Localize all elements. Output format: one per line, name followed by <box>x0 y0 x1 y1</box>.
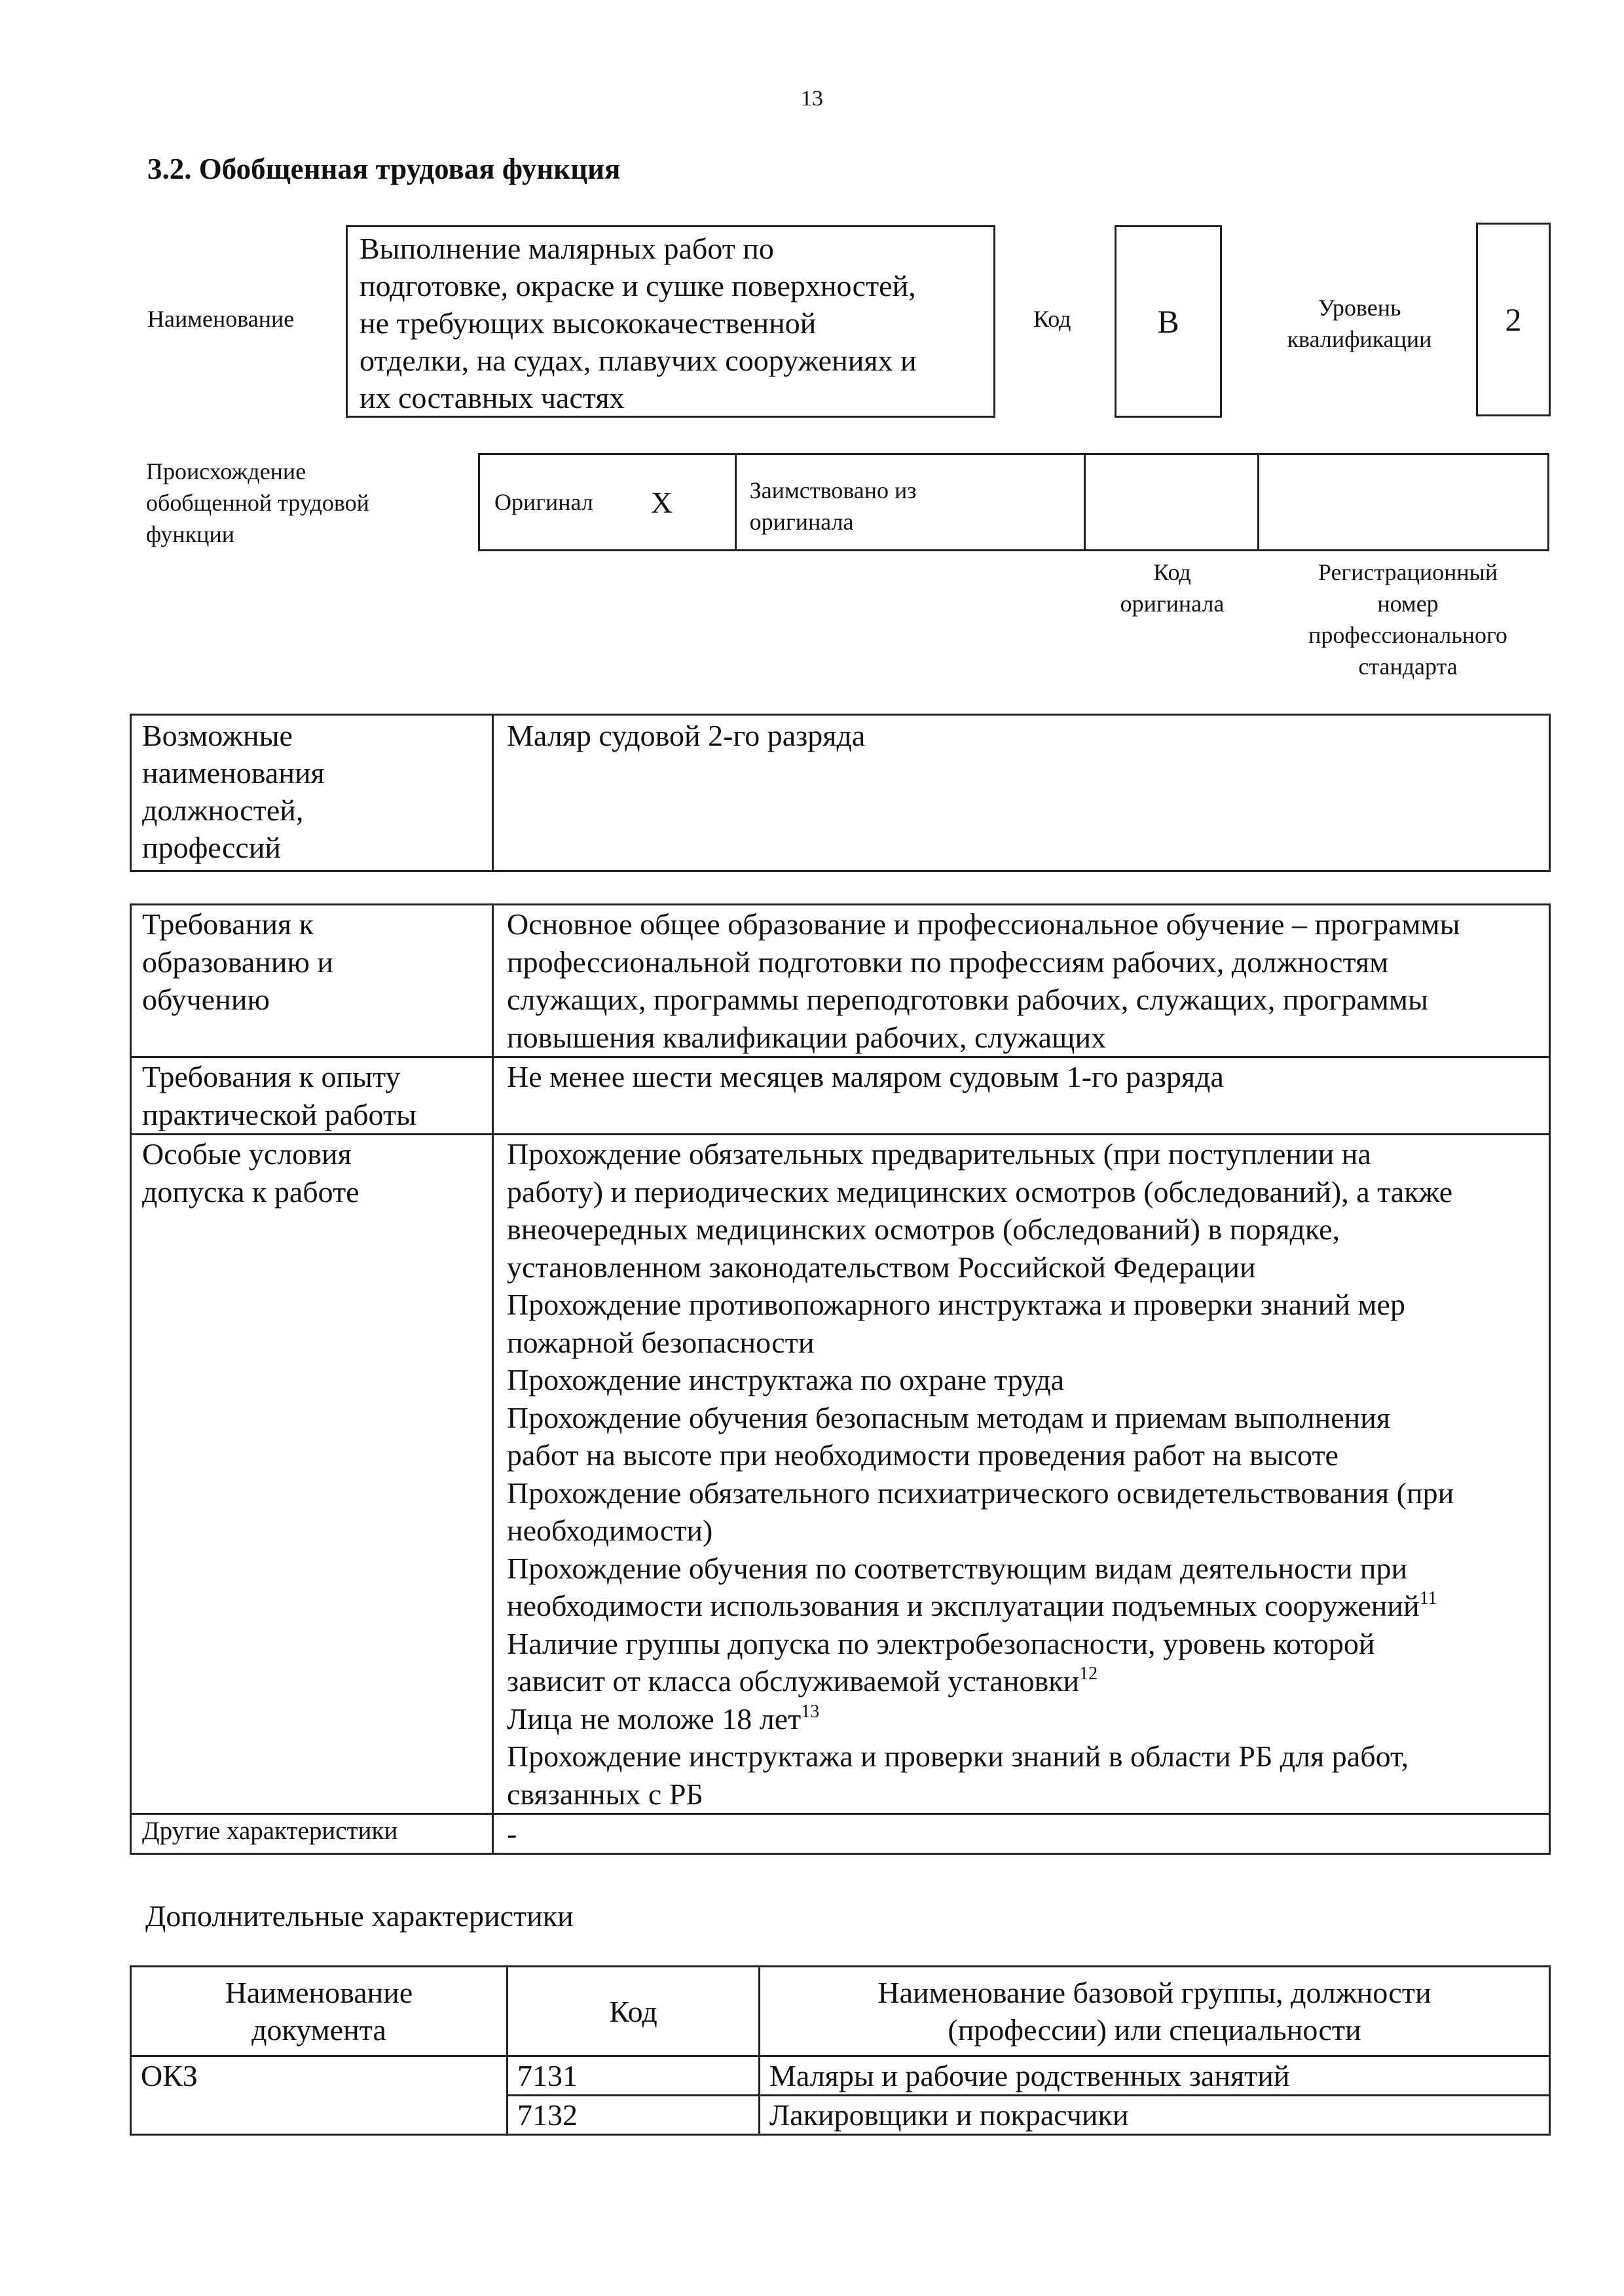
table-row <box>131 2056 1550 2096</box>
okz-group-name: Маляры и рабочие родственных занятий <box>769 2059 1290 2092</box>
doc-name-header <box>131 1967 507 2056</box>
caption-line: профессионального <box>1308 622 1507 648</box>
special-label-line: допуска к работе <box>142 1175 360 1209</box>
positions-value-cell <box>493 715 1550 871</box>
name-label: Наименование <box>147 306 295 332</box>
okz-group-name: Лакировщики и покрасчики <box>769 2098 1129 2132</box>
header-line: (профессии) или специальности <box>948 2013 1361 2047</box>
origin-label <box>146 456 369 550</box>
caption-line: Регистрационный <box>1318 559 1498 585</box>
page-number: 13 <box>801 86 823 111</box>
experience-value-cell <box>493 1057 1550 1135</box>
special-line: Прохождение обязательного психиатрического освидетельствования (при <box>507 1476 1454 1510</box>
special-line: Прохождение обучения безопасным методам и приемам выполнения <box>507 1400 1391 1434</box>
caption-line: номер <box>1377 591 1439 617</box>
positions-label-line: наименования <box>142 756 325 790</box>
origin-table <box>478 453 1549 551</box>
positions-label-cell <box>131 715 493 871</box>
footnote-ref: 12 <box>1079 1664 1098 1684</box>
special-line: пожарной безопасности <box>507 1325 815 1359</box>
qualification-level-box <box>1476 223 1551 416</box>
classifier-header-row <box>131 1967 1550 2056</box>
original-label: Оригинал <box>494 489 593 515</box>
original-code-cell <box>1084 454 1258 551</box>
special-label-line: Особые условия <box>142 1137 352 1171</box>
special-line: Прохождение обязательных предварительных (при поступлении на <box>507 1137 1371 1171</box>
education-row <box>131 905 1550 1057</box>
borrowed-line: Заимствовано из <box>749 477 917 503</box>
original-code-caption <box>1074 556 1270 619</box>
group-name-cell <box>760 2056 1550 2096</box>
borrowed-cell <box>735 454 1084 551</box>
qualification-level-label <box>1261 292 1458 355</box>
other-value-cell <box>493 1814 1550 1854</box>
special-line: Прохождение противопожарного инструктажа и проверки знаний мер <box>507 1288 1405 1321</box>
special-value-cell <box>493 1135 1550 1814</box>
positions-label-line: профессий <box>142 831 282 864</box>
other-label: Другие характеристики <box>142 1817 398 1845</box>
code-value: B <box>1157 303 1179 340</box>
education-line: Основное общее образование и профессиональное обучение – программы <box>507 907 1460 941</box>
group-name-cell <box>760 2096 1550 2135</box>
code-cell <box>507 2056 760 2096</box>
special-line: необходимости использования и эксплуатации подъемных сооружений <box>507 1589 1420 1622</box>
special-line-footnoted <box>507 1662 1540 1700</box>
special-line: Прохождение инструктажа по охране труда <box>507 1363 1065 1396</box>
level-label-line: Уровень <box>1318 295 1401 321</box>
experience-label-cell <box>131 1057 493 1135</box>
level-label-line: квалификации <box>1287 326 1432 352</box>
special-line: установленном законодательством Российской Федерации <box>507 1250 1256 1284</box>
qualification-level-value: 2 <box>1505 301 1522 338</box>
okz-code: 7131 <box>517 2059 578 2092</box>
code-label: Код <box>1033 306 1071 332</box>
code-header <box>507 1967 760 2056</box>
classifier-table <box>130 1965 1551 2136</box>
additional-title: Дополнительные характеристики <box>145 1899 574 1933</box>
caption-line: оригинала <box>1120 591 1225 617</box>
header-line: документа <box>251 2013 386 2047</box>
education-line: профессиональной подготовки по профессиям рабочих, должностям <box>507 945 1389 979</box>
function-name-line: отделки, на судах, плавучих сооружениях и <box>360 344 917 377</box>
other-value: - <box>507 1817 517 1850</box>
special-label-cell <box>131 1135 493 1814</box>
origin-label-line: обобщенной трудовой <box>146 490 369 516</box>
code-cell <box>507 2096 760 2135</box>
header-line: Наименование <box>225 1976 413 2009</box>
borrowed-line: оригинала <box>749 509 854 535</box>
experience-label-line: практической работы <box>142 1097 416 1131</box>
code-header-text: Код <box>609 1994 657 2028</box>
special-line: зависит от класса обслуживаемой установки <box>507 1664 1080 1698</box>
doc-name: ОКЗ <box>141 2059 198 2092</box>
group-header <box>760 1967 1550 2056</box>
experience-label-line: Требования к опыту <box>142 1060 401 1093</box>
function-name-box <box>346 225 995 418</box>
positions-label-line: Возможные <box>142 719 293 752</box>
function-name-line: Выполнение малярных работ по <box>360 232 774 265</box>
positions-table <box>130 714 1551 872</box>
education-line: служащих, программы переподготовки рабочих, служащих, программы <box>507 983 1428 1016</box>
registration-number-cell <box>1259 454 1549 551</box>
origin-label-line: функции <box>146 521 234 547</box>
education-label-line: обучению <box>142 983 270 1016</box>
experience-value: Не менее шести месяцев маляром судовым 1-го разряда <box>507 1060 1224 1093</box>
footnote-ref: 11 <box>1419 1588 1437 1609</box>
original-mark: X <box>650 485 673 519</box>
function-name-line: не требующих высококачественной <box>360 306 817 340</box>
special-line: необходимости) <box>507 1514 713 1547</box>
special-conditions-row <box>131 1135 1550 1814</box>
special-line: Прохождение обучения по соответствующим видам деятельности при <box>507 1551 1408 1585</box>
education-line: повышения квалификации рабочих, служащих <box>507 1020 1107 1054</box>
special-line: Прохождение инструктажа и проверки знаний в области РБ для работ, <box>507 1740 1409 1773</box>
okz-code: 7132 <box>517 2098 578 2132</box>
positions-label-line: должностей, <box>142 793 304 827</box>
original-cell <box>479 454 736 551</box>
header-line: Наименование базовой группы, должности <box>877 1976 1431 2009</box>
special-line: Наличие группы допуска по электробезопасности, уровень которой <box>507 1626 1375 1660</box>
caption-line: стандарта <box>1358 653 1458 680</box>
other-label-cell <box>131 1814 493 1854</box>
education-label-cell <box>131 905 493 1057</box>
special-line: Лица не моложе 18 лет <box>507 1702 802 1736</box>
other-row <box>131 1814 1550 1854</box>
education-label-line: Требования к <box>142 907 314 941</box>
special-line-footnoted <box>507 1700 1540 1738</box>
special-line: работу) и периодических медицинских осмотров (обследований), а также <box>507 1175 1453 1209</box>
origin-label-line: Происхождение <box>146 458 306 484</box>
caption-line: Код <box>1153 559 1191 585</box>
doc-name-cell <box>131 2056 507 2135</box>
special-line: внеочередных медицинских осмотров (обследований) в порядке, <box>507 1212 1340 1246</box>
function-name-line: их составных частях <box>360 381 625 414</box>
positions-value: Маляр судовой 2-го разряда <box>507 719 866 752</box>
special-line-footnoted <box>507 1587 1540 1625</box>
code-value-box <box>1115 225 1222 418</box>
education-label-line: образованию и <box>142 945 333 979</box>
education-value-cell <box>493 905 1550 1057</box>
special-line: работ на высоте при необходимости проведения работ на высоте <box>507 1438 1338 1472</box>
experience-row <box>131 1057 1550 1135</box>
section-title: 3.2. Обобщенная трудовая функция <box>147 153 621 185</box>
function-name-line: подготовке, окраске и сушке поверхностей, <box>360 269 916 302</box>
registration-number-caption <box>1277 556 1539 682</box>
requirements-table <box>130 903 1551 1855</box>
footnote-ref: 13 <box>801 1701 820 1722</box>
special-line: связанных с РБ <box>507 1777 703 1811</box>
